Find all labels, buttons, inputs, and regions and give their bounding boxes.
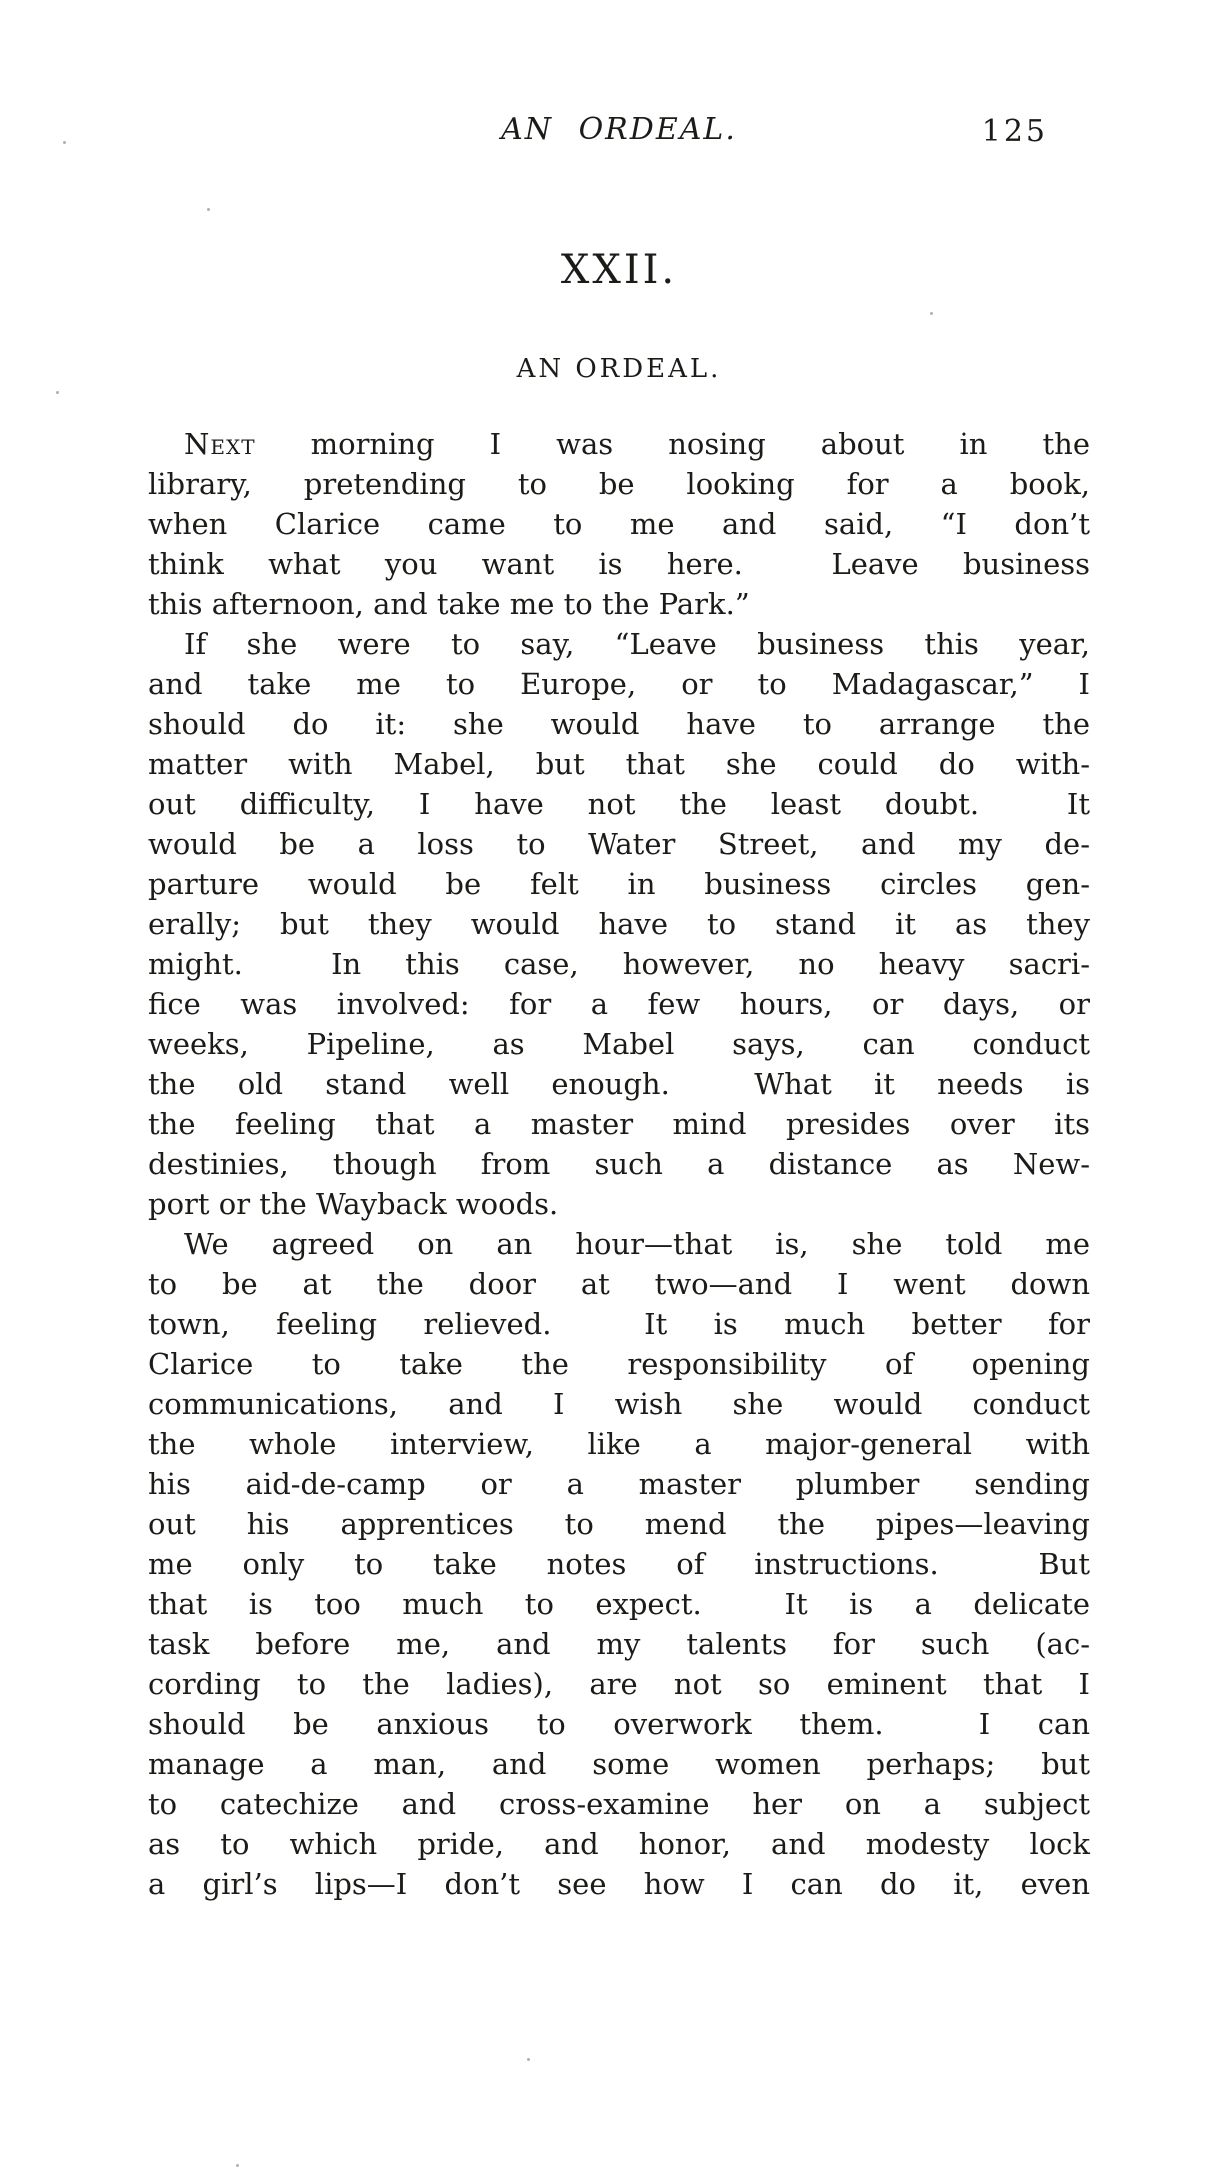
text-line: If she were to say, “Leave business this year, (184, 627, 1090, 661)
text-line: weeks, Pipeline, as Mabel says, can conduct (148, 1027, 1090, 1061)
text-line: port or the Wayback woods. (148, 1187, 559, 1221)
small-caps-lead-word: Next (184, 427, 256, 461)
text-line: destinies, though from such a distance as New- (148, 1147, 1090, 1181)
scan-speck (527, 2058, 530, 2061)
text-line: the whole interview, like a major-general with (148, 1427, 1090, 1461)
paragraph (148, 624, 1090, 1224)
scan-speck (930, 312, 933, 315)
text-line: might. In this case, however, no heavy sacri- (148, 947, 1090, 981)
page-header (148, 110, 1090, 150)
text-line: communications, and I wish she would conduct (148, 1387, 1090, 1421)
text-line: We agreed on an hour—that is, she told me (184, 1227, 1090, 1261)
text-line: out his apprentices to mend the pipes—leaving (148, 1507, 1090, 1541)
text-line: library, pretending to be looking for a book, (148, 467, 1090, 501)
text-line: when Clarice came to me and said, “I don’t (148, 507, 1090, 541)
text-line: matter with Mabel, but that she could do with- (148, 747, 1090, 781)
chapter-number: XXII. (560, 247, 678, 293)
text-line: town, feeling relieved. It is much better for (148, 1307, 1090, 1341)
text-line: that is too much to expect. It is a delicate (148, 1587, 1090, 1621)
text-line: erally; but they would have to stand it as they (148, 907, 1090, 941)
text-line: the old stand well enough. What it needs is (148, 1067, 1090, 1101)
text-line: to catechize and cross-examine her on a subject (148, 1787, 1090, 1821)
text-line: Clarice to take the responsibility of opening (148, 1347, 1090, 1381)
text-line: cording to the ladies), are not so eminent that I (148, 1667, 1090, 1701)
text-line: out difficulty, I have not the least doubt. It (148, 787, 1090, 821)
body-text (148, 424, 1090, 1904)
text-line: to be at the door at two—and I went down (148, 1267, 1090, 1301)
paragraph (148, 1224, 1090, 1904)
text-line: the feeling that a master mind presides over its (148, 1107, 1090, 1141)
text-line: would be a loss to Water Street, and my de- (148, 827, 1090, 861)
text-line: fice was involved: for a few hours, or days, or (148, 987, 1090, 1021)
text-line: his aid-de-camp or a master plumber sending (148, 1467, 1090, 1501)
text-line: a girl’s lips—I don’t see how I can do it, even (148, 1867, 1090, 1901)
text-line: should do it: she would have to arrange the (148, 707, 1090, 741)
text-line: think what you want is here. Leave business (148, 547, 1090, 581)
scan-speck (63, 141, 66, 144)
scan-speck (207, 208, 210, 211)
scan-speck (56, 391, 59, 394)
text-line: this afternoon, and take me to the Park.” (148, 587, 750, 621)
text-line: as to which pride, and honor, and modesty lock (148, 1827, 1090, 1861)
running-title: AN ORDEAL. (501, 112, 737, 147)
scan-speck (236, 2164, 239, 2167)
page-number: 125 (981, 114, 1048, 149)
text-line: parture would be felt in business circles gen- (148, 867, 1090, 901)
text-line: and take me to Europe, or to Madagascar,” I (148, 667, 1090, 701)
text-line: task before me, and my talents for such (ac- (148, 1627, 1090, 1661)
text-line: me only to take notes of instructions. But (148, 1547, 1090, 1581)
paragraph (148, 424, 1090, 624)
text-line: Next morning I was nosing about in the (184, 427, 1090, 461)
text-line: manage a man, and some women perhaps; but (148, 1747, 1090, 1781)
chapter-title: AN ORDEAL. (516, 354, 722, 384)
text-line: should be anxious to overwork them. I can (148, 1707, 1090, 1741)
